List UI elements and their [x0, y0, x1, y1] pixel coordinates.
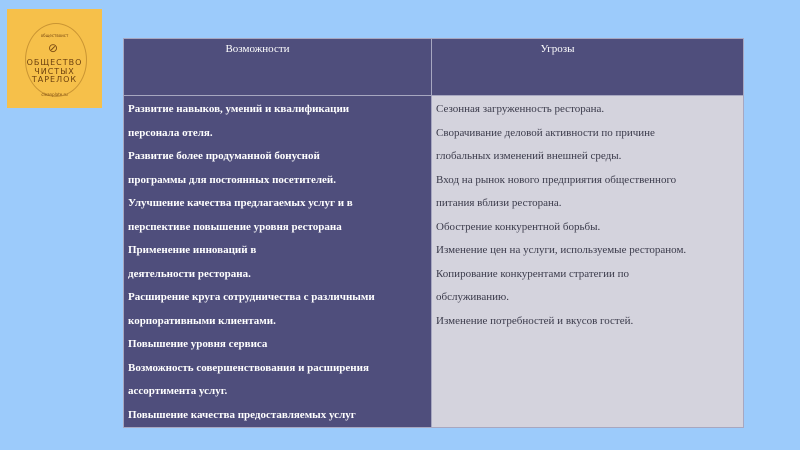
threat-line: обслуживанию. — [436, 291, 509, 303]
opportunity-line: перспективе повышение уровня ресторана — [128, 220, 342, 233]
threat-line: Обострение конкурентной борьбы. — [436, 220, 601, 233]
logo-bottom-arc-text: cleanplate.ru — [41, 92, 68, 97]
table-header-row — [124, 39, 744, 96]
header-opportunities: Возможности — [124, 39, 432, 96]
threats-list — [432, 96, 743, 333]
header-threats: Угрозы — [432, 39, 744, 96]
logo-line-2: ЧИСТЫХ — [34, 66, 75, 76]
opportunity-line: Развитие более продуманной бонусной — [128, 150, 320, 162]
opportunity-line: Повышение качества предоставляемых услуг — [128, 408, 356, 421]
opportunity-line: Применение инноваций в — [128, 244, 257, 256]
brand-logo — [7, 9, 102, 108]
threat-line: Изменение потребностей и вкусов гостей. — [436, 314, 634, 327]
opportunity-line: персонала отеля. — [128, 126, 213, 139]
threat-line: Изменение цен на услуги, используемые рестораном. — [436, 244, 687, 256]
logo-line-1: ОБЩЕСТВО — [26, 58, 83, 67]
opportunity-line: ассортимента услуг. — [128, 385, 228, 397]
threat-line: Вход на рынок нового предприятия общественного — [436, 173, 677, 186]
logo-text — [7, 59, 102, 85]
opportunity-line: Развитие навыков, умений и квалификации — [128, 103, 350, 115]
threat-line: Копирование конкурентами стратегии по — [436, 267, 629, 280]
opportunity-line: корпоративными клиентами. — [128, 314, 276, 327]
threat-line: Сезонная загруженность ресторана. — [436, 103, 605, 115]
opportunity-line: Возможность совершенствования и расширения — [128, 361, 369, 374]
logo-top-arc-text: обществоист — [40, 33, 69, 38]
fork-plate-icon: ⊘ — [48, 41, 59, 55]
threat-line: Сворачивание деловой активности по причине — [436, 126, 655, 139]
opportunity-line: деятельности ресторана. — [128, 267, 251, 280]
opportunity-line: Расширение круга сотрудничества с различными — [128, 291, 375, 303]
threats-cell — [432, 96, 744, 428]
threat-line: питания вблизи ресторана. — [436, 197, 562, 209]
opportunities-cell — [124, 96, 432, 428]
logo-line-3: ТАРЕЛОК — [31, 75, 78, 84]
opportunity-line: Улучшение качества предлагаемых услуг и в — [128, 197, 353, 209]
swot-table — [123, 38, 744, 428]
threat-line: глобальных изменений внешней среды. — [436, 150, 622, 162]
opportunities-list — [124, 96, 431, 427]
opportunity-line: программы для постоянных посетителей. — [128, 173, 336, 186]
table-body-row — [124, 96, 744, 428]
opportunity-line: Повышение уровня сервиса — [128, 338, 268, 350]
